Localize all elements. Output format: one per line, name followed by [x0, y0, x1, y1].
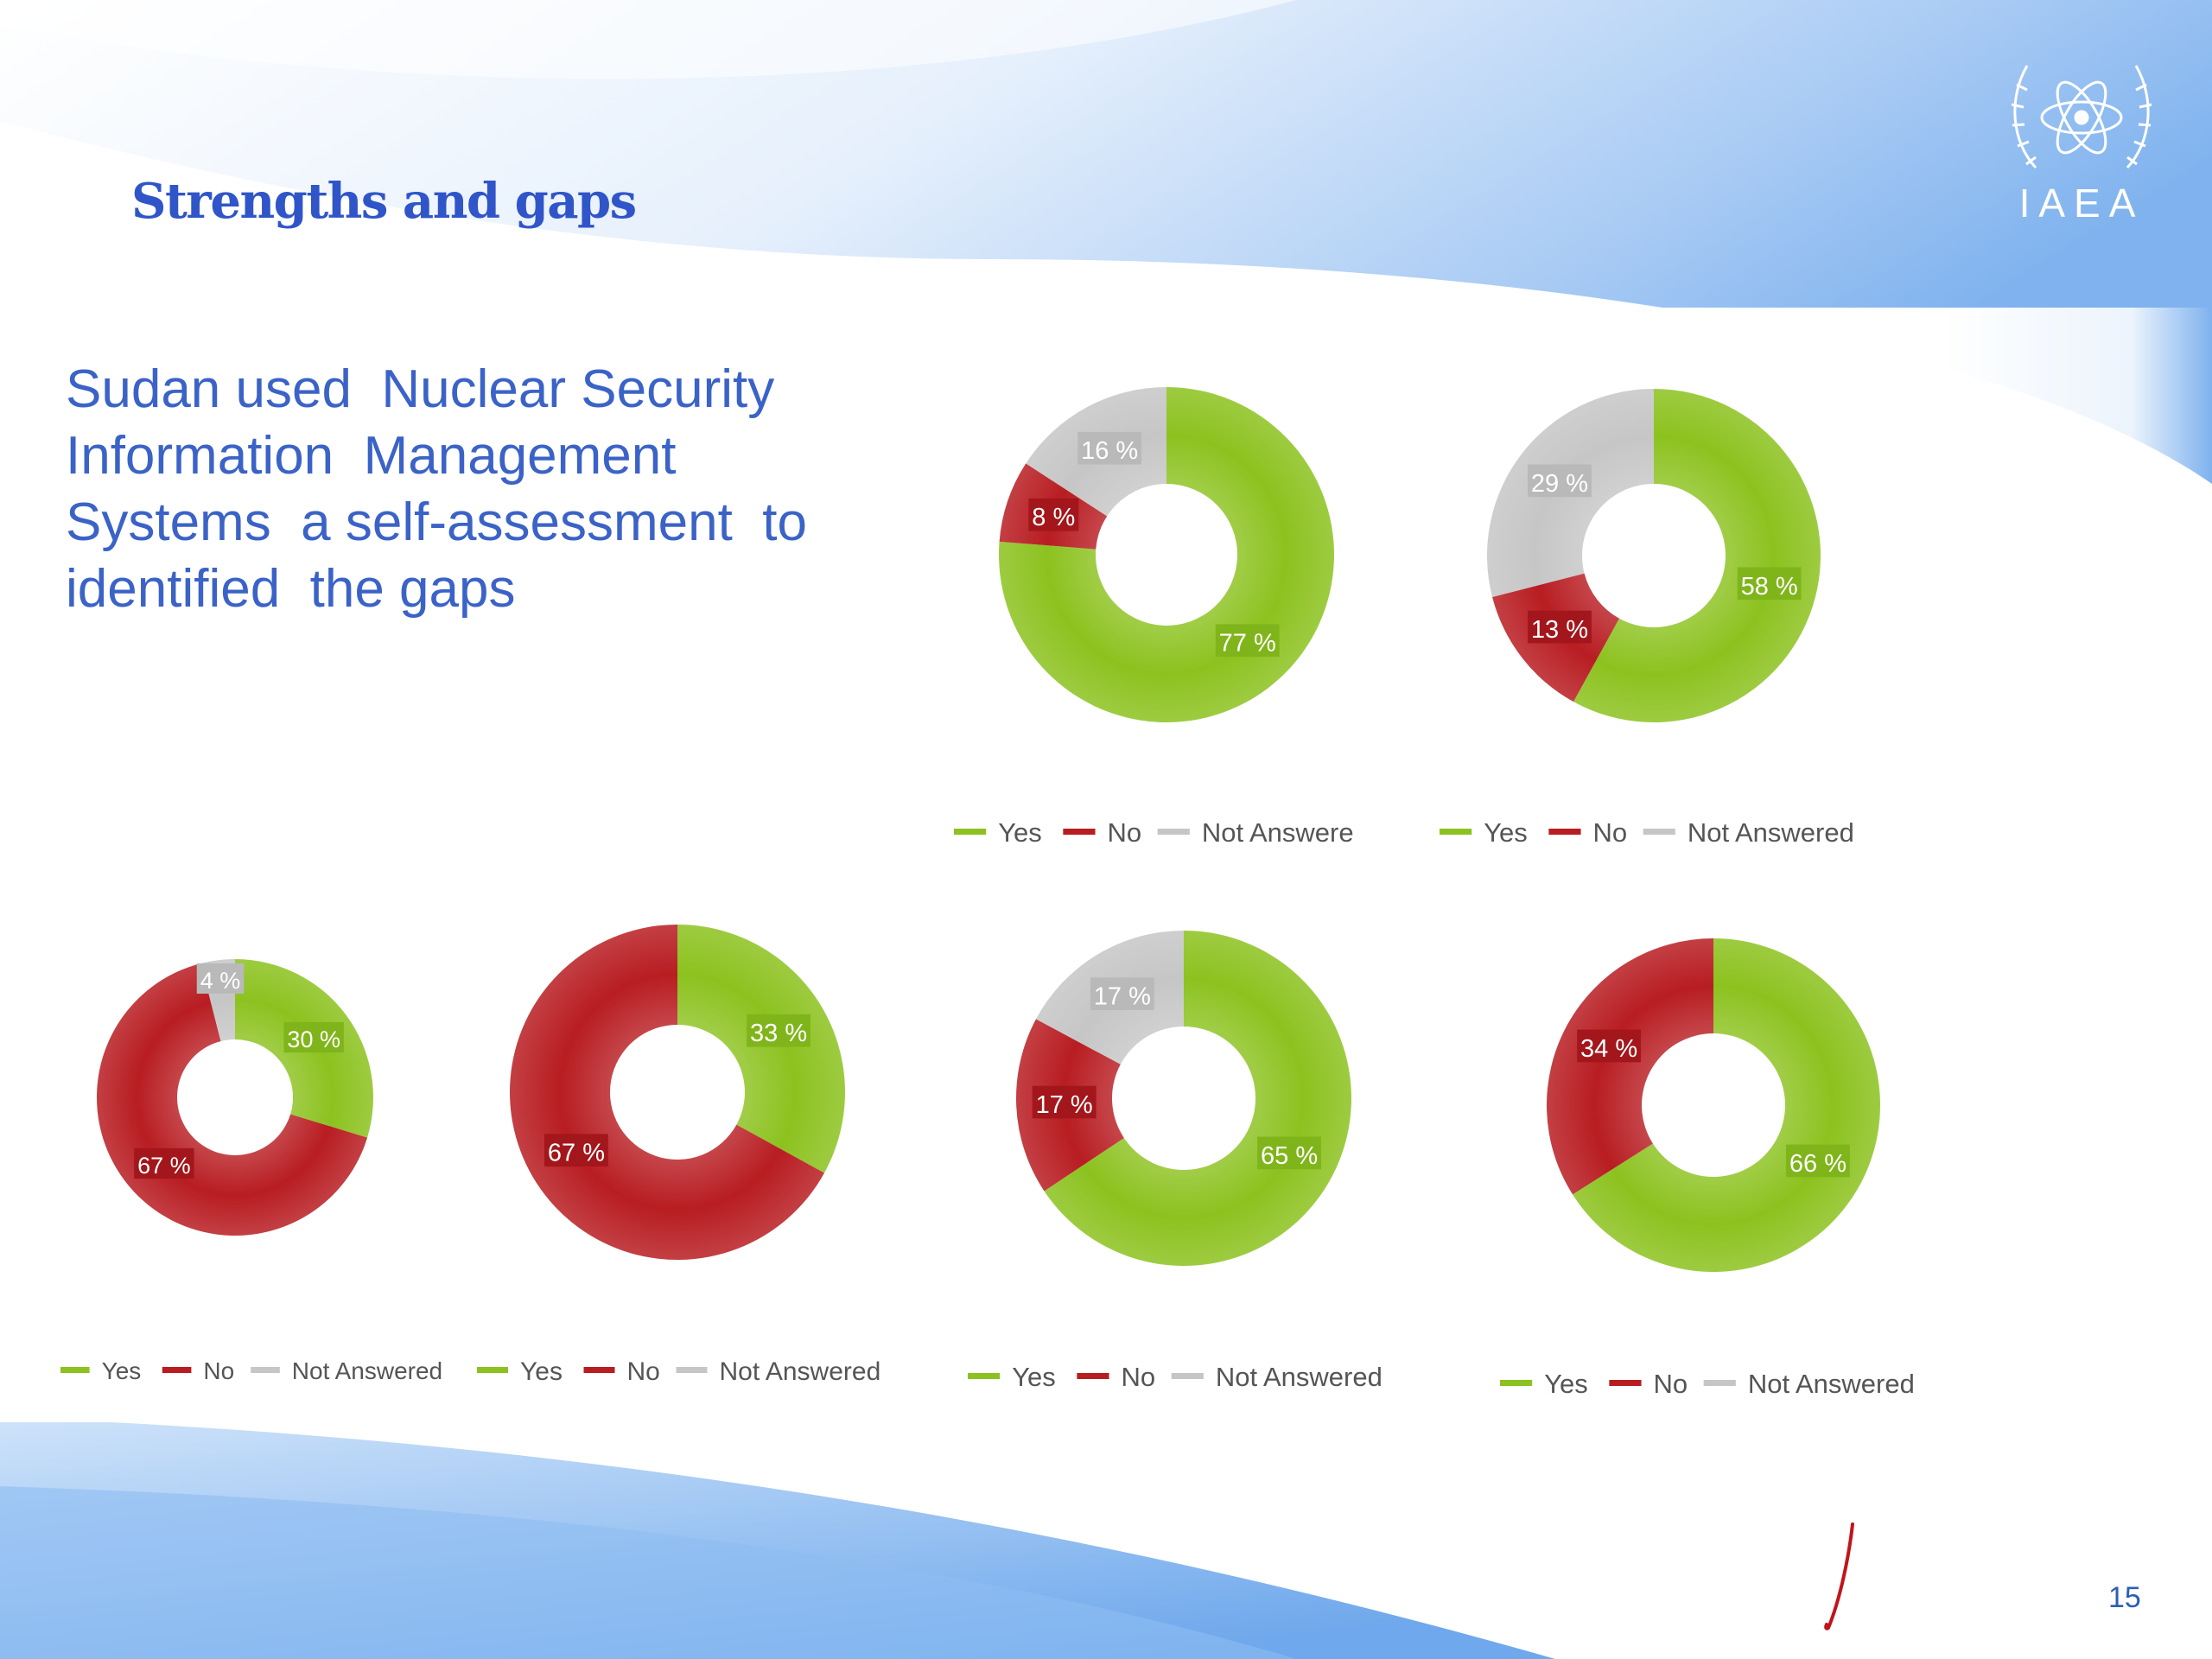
legend-swatch-no [1609, 1380, 1641, 1386]
legend-label-no: No [1107, 817, 1142, 849]
legend-swatch-not-answered [1704, 1380, 1736, 1386]
legend-swatch-no [1548, 829, 1580, 835]
legend-label-not-answered: Not Answered [1747, 1369, 1915, 1400]
donut-chart-1 [950, 363, 1400, 881]
data-label-no: 67 % [547, 1139, 605, 1167]
donut-chart-6 [1486, 916, 1953, 1417]
legend-label-no: No [1592, 817, 1628, 849]
legend-label-no: No [1121, 1362, 1156, 1393]
legend-swatch-no [162, 1367, 192, 1373]
legend-swatch-yes [968, 1373, 1000, 1379]
legend-label-not-answered: Not Answere [1201, 817, 1354, 849]
slice-yes [677, 925, 845, 1173]
legend-swatch-yes [1440, 829, 1471, 835]
intro-text: Sudan used Nuclear Security Information Management Systems a self-assessment to identified the gaps [66, 359, 807, 619]
legend-swatch-yes [60, 1367, 90, 1373]
legend-label-yes: Yes [520, 1357, 563, 1386]
data-label-yes: 58 % [1740, 572, 1798, 601]
data-label-not-answered: 17 % [1093, 982, 1151, 1011]
legend-label-no: No [626, 1357, 660, 1386]
iaea-logo-text: IAEA [2018, 181, 2145, 226]
data-label-yes: 65 % [1261, 1141, 1319, 1170]
legend-swatch-not-answered [1172, 1373, 1204, 1379]
legend-swatch-not-answered [251, 1367, 280, 1373]
legend-swatch-not-answered [677, 1367, 708, 1373]
legend-label-not-answered: Not Answered [1687, 817, 1854, 849]
donut-chart-3 [52, 925, 449, 1408]
legend-label-yes: Yes [101, 1357, 142, 1385]
legend-swatch-not-answered [1158, 829, 1190, 835]
legend-label-yes: Yes [998, 817, 1042, 849]
legend-label-not-answered: Not Answered [291, 1357, 443, 1385]
data-label-yes: 77 % [1218, 629, 1276, 658]
legend-label-no: No [1653, 1369, 1688, 1400]
data-label-yes: 33 % [750, 1020, 808, 1048]
data-label-no: 67 % [137, 1153, 191, 1179]
legend-label-not-answered: Not Answered [1215, 1362, 1382, 1393]
slice-no [1547, 938, 1713, 1194]
legend-swatch-no [584, 1367, 615, 1373]
data-label-yes: 30 % [287, 1027, 340, 1053]
data-label-no: 8 % [1032, 504, 1076, 532]
pen-mark [1815, 1521, 1866, 1633]
legend-swatch-yes [477, 1367, 508, 1373]
donut-chart-4 [467, 907, 916, 1408]
legend-label-yes: Yes [1012, 1362, 1056, 1393]
legend-label-yes: Yes [1484, 817, 1528, 849]
legend-swatch-yes [954, 829, 986, 835]
legend-swatch-no [1063, 829, 1095, 835]
donut-chart-2 [1434, 363, 1884, 881]
legend-label-not-answered: Not Answered [719, 1357, 881, 1386]
legend-swatch-yes [1500, 1380, 1532, 1386]
data-label-not-answered: 29 % [1530, 469, 1589, 498]
legend-swatch-not-answered [1643, 829, 1675, 835]
legend-swatch-no [1077, 1373, 1109, 1379]
legend-label-no: No [203, 1357, 235, 1385]
data-label-yes: 66 % [1789, 1149, 1847, 1178]
data-label-no: 34 % [1580, 1034, 1638, 1063]
slide-title: Strengths and gaps [131, 173, 636, 230]
donut-chart-5 [959, 916, 1426, 1408]
page-number: 15 [2108, 1581, 2141, 1614]
data-label-no: 17 % [1035, 1091, 1093, 1120]
data-label-not-answered: 16 % [1081, 437, 1139, 466]
legend-label-yes: Yes [1544, 1369, 1588, 1400]
data-label-not-answered: 4 % [200, 968, 241, 995]
data-label-no: 13 % [1530, 616, 1589, 645]
